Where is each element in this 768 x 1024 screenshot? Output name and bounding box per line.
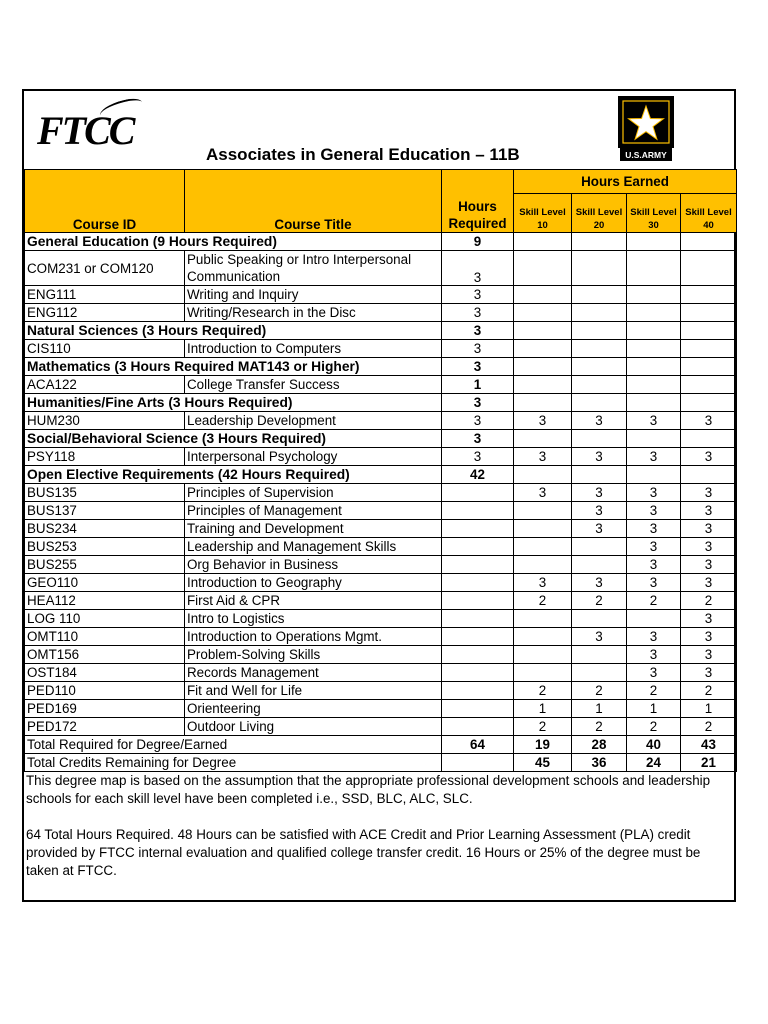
- section-row: [25, 394, 737, 412]
- hours-required: 3: [442, 304, 514, 322]
- skill-level-20-hours: 3: [572, 412, 627, 430]
- skill-level-40-hours: 3: [681, 556, 737, 574]
- skill-level-20-hours: 2: [572, 682, 627, 700]
- ftcc-logo: FTCC: [37, 107, 133, 154]
- course-id: CIS110: [25, 340, 185, 358]
- hours-required: 3: [442, 394, 514, 412]
- skill-level-40-hours: [681, 286, 737, 304]
- skill-level-10-hours: [514, 466, 572, 484]
- skill-level-30-hours: 2: [627, 592, 681, 610]
- skill-level-30-hours: 24: [627, 754, 681, 772]
- course-title: Introduction to Operations Mgmt.: [185, 628, 442, 646]
- skill-level-40-hours: [681, 394, 737, 412]
- course-title: First Aid & CPR: [185, 592, 442, 610]
- hours-required: 3: [442, 251, 514, 286]
- skill-level-10-hours: [514, 520, 572, 538]
- total-hours: [442, 754, 514, 772]
- skill-level-20-hours: 2: [572, 592, 627, 610]
- skill-level-30-hours: 2: [627, 718, 681, 736]
- skill-level-20-hours: [572, 646, 627, 664]
- skill-level-20-hours: [572, 358, 627, 376]
- skill-level-20-hours: 3: [572, 448, 627, 466]
- course-row: [25, 340, 737, 358]
- document-title: Associates in General Education – 11B: [206, 145, 520, 164]
- course-id: OST184: [25, 664, 185, 682]
- course-row: [25, 628, 737, 646]
- hours-required: [442, 700, 514, 718]
- skill-level-30-hours: [627, 394, 681, 412]
- course-id: ENG112: [25, 304, 185, 322]
- skill-level-30-hours: 3: [627, 484, 681, 502]
- us-army-logo: [618, 96, 674, 162]
- hours-required: [442, 610, 514, 628]
- col-skill-level-30: Skill Level 30: [627, 194, 681, 233]
- hours-required: 42: [442, 466, 514, 484]
- course-id: BUS253: [25, 538, 185, 556]
- course-id: BUS234: [25, 520, 185, 538]
- skill-level-40-hours: 3: [681, 538, 737, 556]
- skill-level-40-hours: 3: [681, 412, 737, 430]
- skill-level-10-hours: [514, 610, 572, 628]
- col-course-id: Course ID: [25, 170, 185, 233]
- course-row: [25, 646, 737, 664]
- course-title: College Transfer Success: [185, 376, 442, 394]
- col-hours-earned: Hours Earned: [514, 170, 737, 194]
- skill-level-40-hours: 3: [681, 448, 737, 466]
- course-row: [25, 412, 737, 430]
- skill-level-10-hours: [514, 502, 572, 520]
- skill-level-10-hours: [514, 430, 572, 448]
- section-label: Humanities/Fine Arts (3 Hours Required): [25, 394, 442, 412]
- skill-level-30-hours: [627, 430, 681, 448]
- skill-level-10-hours: 3: [514, 484, 572, 502]
- skill-level-40-hours: [681, 466, 737, 484]
- skill-level-40-hours: 1: [681, 700, 737, 718]
- army-logo-label: U.S.ARMY: [625, 150, 667, 160]
- course-title: Org Behavior in Business: [185, 556, 442, 574]
- skill-level-10-hours: [514, 251, 572, 286]
- skill-level-30-hours: [627, 466, 681, 484]
- course-row: [25, 484, 737, 502]
- skill-level-40-hours: 2: [681, 682, 737, 700]
- course-title: Fit and Well for Life: [185, 682, 442, 700]
- skill-level-30-hours: 3: [627, 664, 681, 682]
- skill-level-30-hours: 3: [627, 574, 681, 592]
- total-row: [25, 736, 737, 754]
- hours-required: [442, 646, 514, 664]
- course-title: Writing/Research in the Disc: [185, 304, 442, 322]
- skill-level-40-hours: [681, 340, 737, 358]
- course-row: [25, 610, 737, 628]
- section-row: [25, 322, 737, 340]
- note-assumption: This degree map is based on the assumption that the appropriate professional development schools and leadership schools for each skill level have been completed i.e., SSD, BLC, ALC, SLC.: [26, 773, 711, 806]
- skill-level-20-hours: 3: [572, 502, 627, 520]
- course-title: Public Speaking or Intro Interpersonal Communication: [185, 251, 442, 286]
- skill-level-40-hours: 3: [681, 502, 737, 520]
- skill-level-30-hours: [627, 251, 681, 286]
- skill-level-20-hours: 3: [572, 484, 627, 502]
- skill-level-20-hours: 2: [572, 718, 627, 736]
- skill-level-10-hours: [514, 286, 572, 304]
- course-id: OMT156: [25, 646, 185, 664]
- course-title: Intro to Logistics: [185, 610, 442, 628]
- skill-level-20-hours: [572, 304, 627, 322]
- course-row: [25, 592, 737, 610]
- skill-level-20-hours: [572, 376, 627, 394]
- skill-level-30-hours: 40: [627, 736, 681, 754]
- skill-level-30-hours: 2: [627, 682, 681, 700]
- skill-level-40-hours: [681, 304, 737, 322]
- skill-level-20-hours: [572, 233, 627, 251]
- section-label: Natural Sciences (3 Hours Required): [25, 322, 442, 340]
- skill-level-20-hours: [572, 430, 627, 448]
- skill-level-40-hours: [681, 358, 737, 376]
- course-title: Interpersonal Psychology: [185, 448, 442, 466]
- skill-level-30-hours: [627, 376, 681, 394]
- course-row: [25, 574, 737, 592]
- course-row: [25, 664, 737, 682]
- hours-required: [442, 556, 514, 574]
- note-total-hours: 64 Total Hours Required. 48 Hours can be satisfied with ACE Credit and Prior Learning Assessment (PLA) credit provided by FTCC internal evaluation and qualified college transfer credit. 16 Hours or 25% of the degree must be taken at FTCC.: [26, 827, 701, 878]
- course-title: Principles of Management: [185, 502, 442, 520]
- skill-level-30-hours: 3: [627, 538, 681, 556]
- course-id: LOG 110: [25, 610, 185, 628]
- hours-required: [442, 520, 514, 538]
- course-title: Orienteering: [185, 700, 442, 718]
- col-hours-required: Hours Required: [442, 170, 514, 233]
- skill-level-10-hours: [514, 233, 572, 251]
- hours-required: 3: [442, 412, 514, 430]
- hours-required: [442, 718, 514, 736]
- col-skill-level-10: Skill Level 10: [514, 194, 572, 233]
- skill-level-20-hours: [572, 394, 627, 412]
- skill-level-30-hours: 3: [627, 448, 681, 466]
- skill-level-20-hours: 3: [572, 574, 627, 592]
- skill-level-10-hours: 3: [514, 448, 572, 466]
- skill-level-30-hours: [627, 358, 681, 376]
- total-hours: 64: [442, 736, 514, 754]
- skill-level-20-hours: 28: [572, 736, 627, 754]
- course-id: HUM230: [25, 412, 185, 430]
- hours-required: [442, 502, 514, 520]
- skill-level-10-hours: 2: [514, 718, 572, 736]
- skill-level-20-hours: [572, 286, 627, 304]
- hours-required: [442, 682, 514, 700]
- course-title: Writing and Inquiry: [185, 286, 442, 304]
- course-id: PED110: [25, 682, 185, 700]
- skill-level-20-hours: [572, 340, 627, 358]
- skill-level-20-hours: [572, 610, 627, 628]
- skill-level-10-hours: [514, 376, 572, 394]
- skill-level-10-hours: 3: [514, 574, 572, 592]
- skill-level-40-hours: 3: [681, 664, 737, 682]
- course-id: OMT110: [25, 628, 185, 646]
- course-title: Problem-Solving Skills: [185, 646, 442, 664]
- course-id: COM231 or COM120: [25, 251, 185, 286]
- course-table: [24, 169, 737, 772]
- course-row: [25, 251, 737, 286]
- skill-level-10-hours: [514, 664, 572, 682]
- hours-required: 3: [442, 322, 514, 340]
- section-row: [25, 430, 737, 448]
- section-row: [25, 466, 737, 484]
- course-title: Principles of Supervision: [185, 484, 442, 502]
- course-id: PED172: [25, 718, 185, 736]
- course-id: ENG111: [25, 286, 185, 304]
- hours-required: 1: [442, 376, 514, 394]
- course-title: Training and Development: [185, 520, 442, 538]
- skill-level-30-hours: 1: [627, 700, 681, 718]
- skill-level-20-hours: 3: [572, 520, 627, 538]
- hours-required: 3: [442, 358, 514, 376]
- course-row: [25, 556, 737, 574]
- skill-level-40-hours: 3: [681, 628, 737, 646]
- skill-level-20-hours: 3: [572, 628, 627, 646]
- section-label: Open Elective Requirements (42 Hours Required): [25, 466, 442, 484]
- skill-level-10-hours: [514, 340, 572, 358]
- hours-required: [442, 664, 514, 682]
- course-row: [25, 682, 737, 700]
- skill-level-40-hours: [681, 376, 737, 394]
- skill-level-10-hours: [514, 628, 572, 646]
- skill-level-40-hours: 3: [681, 484, 737, 502]
- skill-level-30-hours: 3: [627, 412, 681, 430]
- col-course-title: Course Title: [185, 170, 442, 233]
- course-id: PED169: [25, 700, 185, 718]
- course-row: [25, 448, 737, 466]
- section-label: General Education (9 Hours Required): [25, 233, 442, 251]
- skill-level-30-hours: 3: [627, 646, 681, 664]
- skill-level-30-hours: 3: [627, 502, 681, 520]
- skill-level-30-hours: [627, 610, 681, 628]
- skill-level-40-hours: [681, 251, 737, 286]
- skill-level-10-hours: [514, 394, 572, 412]
- course-id: GEO110: [25, 574, 185, 592]
- skill-level-20-hours: 36: [572, 754, 627, 772]
- skill-level-10-hours: 3: [514, 412, 572, 430]
- skill-level-40-hours: 2: [681, 718, 737, 736]
- skill-level-40-hours: [681, 233, 737, 251]
- hours-required: 3: [442, 430, 514, 448]
- skill-level-30-hours: [627, 233, 681, 251]
- course-row: [25, 718, 737, 736]
- skill-level-20-hours: [572, 538, 627, 556]
- course-title: Introduction to Geography: [185, 574, 442, 592]
- course-title: Records Management: [185, 664, 442, 682]
- course-title: Leadership Development: [185, 412, 442, 430]
- skill-level-40-hours: [681, 322, 737, 340]
- skill-level-40-hours: 3: [681, 574, 737, 592]
- skill-level-40-hours: 3: [681, 646, 737, 664]
- skill-level-30-hours: 3: [627, 556, 681, 574]
- skill-level-30-hours: [627, 304, 681, 322]
- table-header-row-top: [25, 170, 737, 194]
- course-title: Leadership and Management Skills: [185, 538, 442, 556]
- skill-level-30-hours: [627, 322, 681, 340]
- section-row: [25, 358, 737, 376]
- col-skill-level-40: Skill Level 40: [681, 194, 737, 233]
- section-row: [25, 233, 737, 251]
- course-row: [25, 304, 737, 322]
- course-row: [25, 286, 737, 304]
- skill-level-20-hours: [572, 251, 627, 286]
- hours-required: [442, 628, 514, 646]
- degree-map-sheet: [22, 89, 736, 902]
- hours-required: [442, 538, 514, 556]
- skill-level-40-hours: 43: [681, 736, 737, 754]
- skill-level-10-hours: [514, 358, 572, 376]
- hours-required: 3: [442, 286, 514, 304]
- hours-required: [442, 592, 514, 610]
- course-row: [25, 502, 737, 520]
- hours-required: 3: [442, 340, 514, 358]
- course-row: [25, 520, 737, 538]
- skill-level-30-hours: [627, 340, 681, 358]
- course-row: [25, 376, 737, 394]
- course-id: ACA122: [25, 376, 185, 394]
- course-id: BUS135: [25, 484, 185, 502]
- course-id: BUS255: [25, 556, 185, 574]
- skill-level-10-hours: 2: [514, 592, 572, 610]
- skill-level-30-hours: 3: [627, 520, 681, 538]
- skill-level-40-hours: 3: [681, 520, 737, 538]
- skill-level-10-hours: 2: [514, 682, 572, 700]
- course-title: Outdoor Living: [185, 718, 442, 736]
- skill-level-10-hours: [514, 646, 572, 664]
- section-label: Mathematics (3 Hours Required MAT143 or Higher): [25, 358, 442, 376]
- skill-level-40-hours: 3: [681, 610, 737, 628]
- skill-level-10-hours: 19: [514, 736, 572, 754]
- skill-level-20-hours: [572, 556, 627, 574]
- skill-level-10-hours: [514, 304, 572, 322]
- total-label: Total Required for Degree/Earned: [25, 736, 442, 754]
- hours-required: 9: [442, 233, 514, 251]
- section-label: Social/Behavioral Science (3 Hours Required): [25, 430, 442, 448]
- skill-level-10-hours: [514, 322, 572, 340]
- skill-level-10-hours: 45: [514, 754, 572, 772]
- skill-level-40-hours: [681, 430, 737, 448]
- course-id: HEA112: [25, 592, 185, 610]
- skill-level-10-hours: 1: [514, 700, 572, 718]
- skill-level-40-hours: 21: [681, 754, 737, 772]
- skill-level-40-hours: 2: [681, 592, 737, 610]
- hours-required: [442, 574, 514, 592]
- skill-level-20-hours: [572, 664, 627, 682]
- total-row: [25, 754, 737, 772]
- skill-level-30-hours: [627, 286, 681, 304]
- course-id: PSY118: [25, 448, 185, 466]
- skill-level-10-hours: [514, 556, 572, 574]
- col-skill-level-20: Skill Level 20: [572, 194, 627, 233]
- skill-level-20-hours: 1: [572, 700, 627, 718]
- skill-level-20-hours: [572, 322, 627, 340]
- skill-level-30-hours: 3: [627, 628, 681, 646]
- hours-required: 3: [442, 448, 514, 466]
- skill-level-10-hours: [514, 538, 572, 556]
- hours-required: [442, 484, 514, 502]
- notes: [24, 772, 734, 898]
- course-row: [25, 700, 737, 718]
- total-label: Total Credits Remaining for Degree: [25, 754, 442, 772]
- skill-level-20-hours: [572, 466, 627, 484]
- course-id: BUS137: [25, 502, 185, 520]
- course-row: [25, 538, 737, 556]
- course-title: Introduction to Computers: [185, 340, 442, 358]
